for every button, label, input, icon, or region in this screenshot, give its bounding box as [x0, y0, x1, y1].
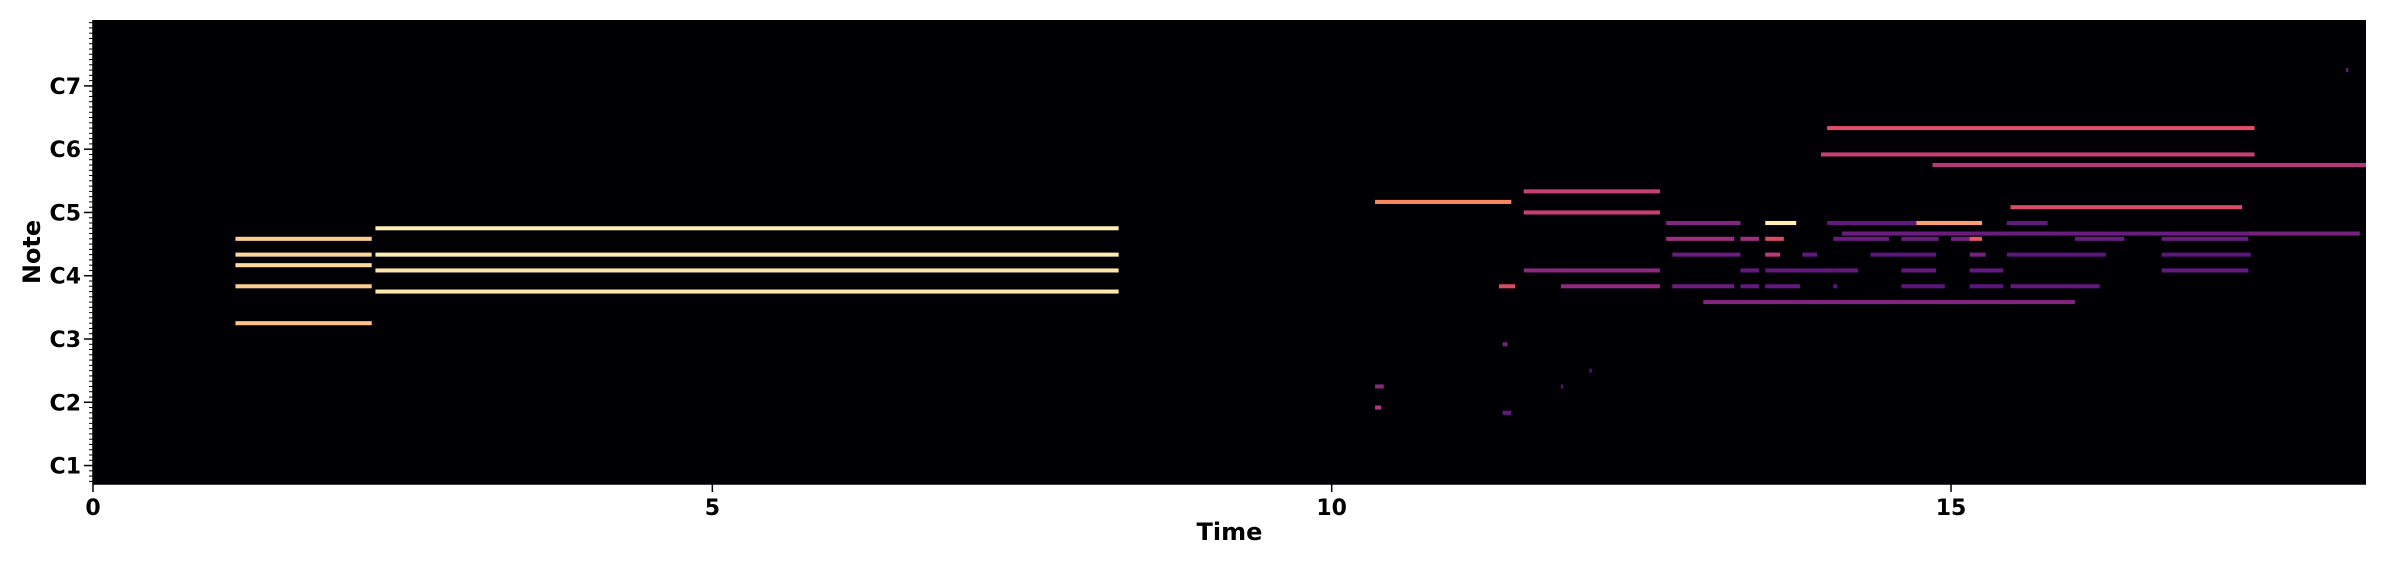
note-bar — [1901, 237, 1938, 241]
note-bar — [1833, 284, 1837, 288]
note-bar — [1740, 237, 1759, 241]
note-bar — [235, 237, 371, 241]
y-tick-label: C2 — [49, 391, 81, 417]
note-bar — [1951, 237, 1970, 241]
note-bar — [1916, 221, 1982, 225]
note-bar — [1561, 284, 1660, 288]
note-bar — [1740, 268, 1759, 272]
note-bar — [2075, 237, 2125, 241]
note-bar — [1375, 406, 1381, 410]
note-bar — [1740, 284, 1759, 288]
note-bar — [1375, 200, 1511, 204]
note-bar — [1970, 268, 2003, 272]
note-bar — [1827, 221, 1916, 225]
note-bar — [1901, 284, 1944, 288]
note-bar — [2162, 253, 2251, 257]
note-bar — [235, 284, 371, 288]
note-bar — [1901, 268, 1936, 272]
note-bar — [1524, 189, 1660, 193]
note-bar — [235, 321, 371, 325]
note-bar — [1765, 221, 1796, 225]
y-tick-label: C6 — [49, 138, 81, 164]
note-bar — [1842, 232, 2248, 236]
y-tick-label: C5 — [49, 201, 81, 227]
note-bar — [1561, 384, 1563, 388]
note-bar — [1833, 268, 1858, 272]
note-bar — [1871, 253, 1902, 257]
note-bar — [1666, 237, 1734, 241]
note-bar — [2248, 232, 2359, 236]
x-tick-label: 15 — [1935, 496, 1967, 521]
note-bar — [1499, 284, 1515, 288]
note-bar — [2162, 268, 2249, 272]
note-bar — [375, 268, 1118, 272]
note-bar — [1703, 300, 2075, 304]
y-axis-label: Note — [18, 219, 46, 285]
x-axis-label: Time — [1196, 518, 1263, 546]
note-bar — [375, 290, 1118, 294]
plot-background — [93, 20, 2366, 484]
note-bar — [2007, 221, 2048, 225]
note-bar — [1503, 342, 1508, 346]
note-bar — [2346, 68, 2348, 72]
note-bar — [1524, 268, 1660, 272]
y-tick-label: C7 — [49, 74, 81, 100]
y-tick-label: C1 — [49, 454, 81, 480]
note-bar — [375, 226, 1118, 230]
x-tick-label: 10 — [1316, 496, 1348, 521]
note-bar — [1765, 237, 1784, 241]
note-bar — [1821, 152, 2255, 156]
note-bar — [2007, 253, 2106, 257]
note-bar — [1524, 210, 1660, 214]
note-bar — [1970, 237, 1982, 241]
note-bar — [235, 253, 371, 257]
note-bar — [2162, 237, 2249, 241]
note-bar — [1932, 163, 2366, 167]
note-bar — [1970, 253, 1986, 257]
note-bar — [1827, 126, 2254, 130]
note-bar — [1833, 237, 1889, 241]
note-bar — [1901, 253, 1936, 257]
note-bar — [1802, 253, 1817, 257]
note-bar — [1765, 253, 1780, 257]
note-bar — [2010, 284, 2099, 288]
note-bar — [1970, 284, 2003, 288]
note-bar — [1765, 284, 1800, 288]
note-bar — [1765, 268, 1833, 272]
note-bar — [1666, 221, 1740, 225]
note-bar — [1375, 384, 1384, 388]
note-bar — [235, 263, 371, 267]
note-bar — [1503, 411, 1512, 415]
y-tick-label: C3 — [49, 328, 81, 353]
x-tick-label: 0 — [85, 496, 101, 521]
note-bar — [375, 253, 1118, 257]
note-bar — [1672, 253, 1740, 257]
note-bar — [1589, 369, 1591, 373]
note-bar — [2010, 205, 2242, 209]
y-tick-label: C4 — [49, 264, 81, 290]
note-bar — [1672, 284, 1734, 288]
x-tick-label: 5 — [704, 496, 721, 521]
